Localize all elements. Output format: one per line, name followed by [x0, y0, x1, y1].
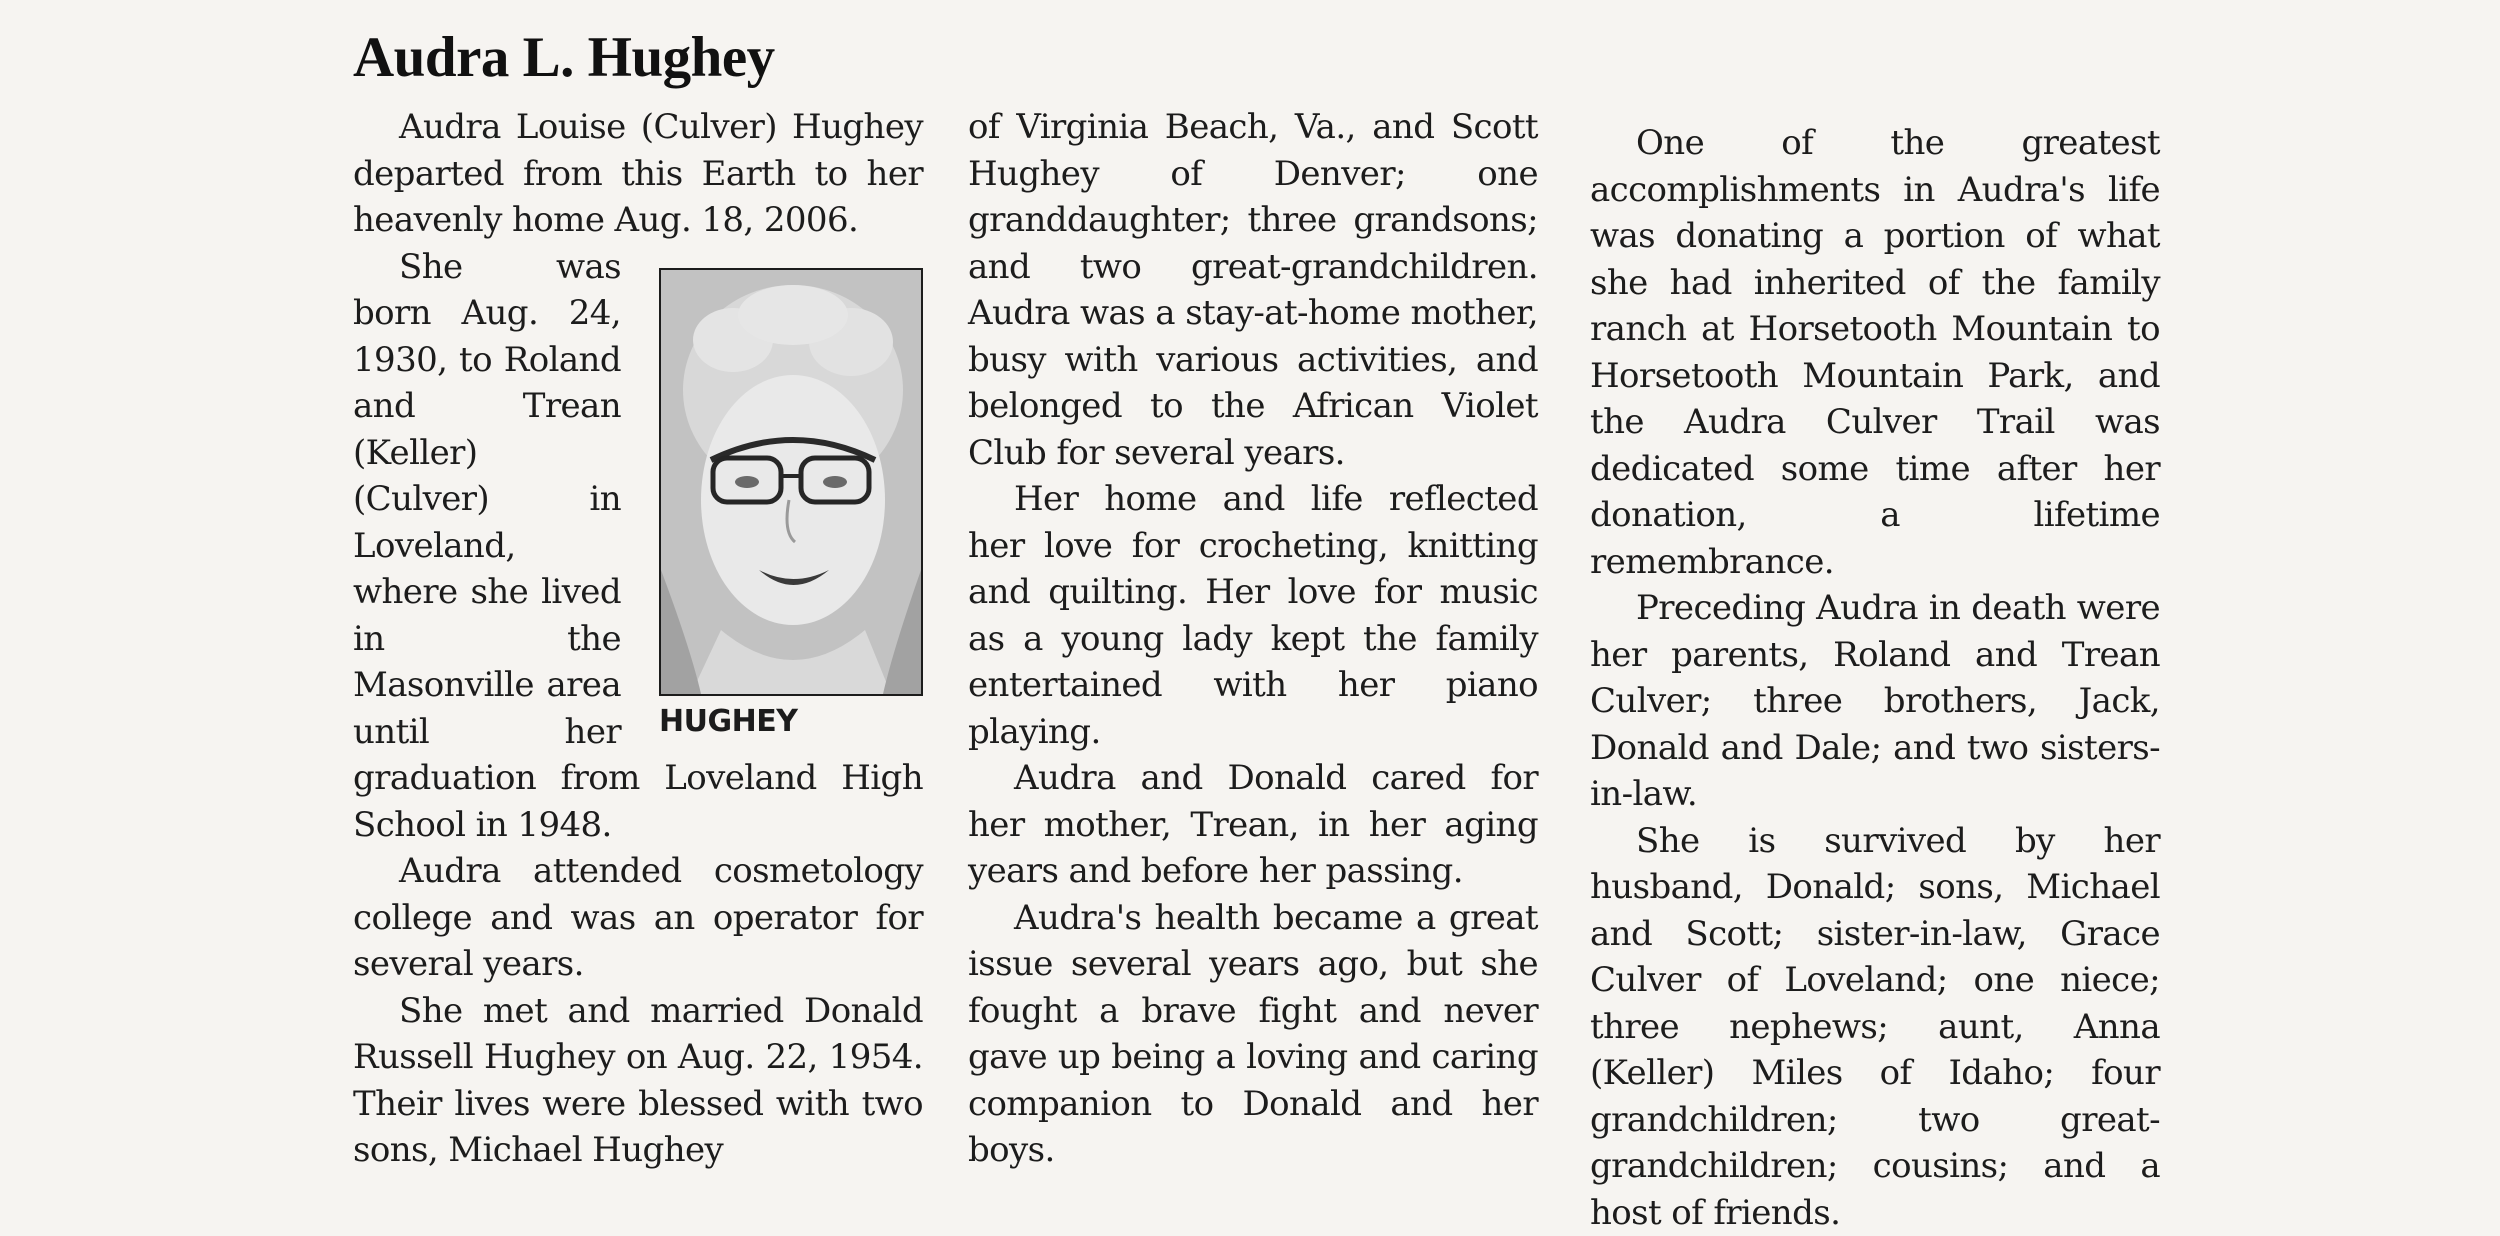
paragraph-caregiving: Audra and Donald cared for her mother, Trean, in her aging years and before her passing. — [968, 755, 1538, 895]
paragraph-birth: She was born Aug. 24, 1930, to Roland and Trean (Keller) (Culver) in Loveland, where she lived in the Masonville area until her graduation from Loveland High School in 1948. — [353, 244, 923, 849]
paragraph-death-notice: Audra Louise (Culver) Hughey departed from this Earth to her heavenly home Aug. 18, 2006. — [353, 104, 923, 244]
portrait-image — [661, 270, 921, 694]
portrait-photo — [659, 268, 923, 696]
paragraph-survivors: She is survived by her husband, Donald; sons, Michael and Scott; sister-in-law, Grace Culver of Loveland; one niece; three nephews; aunt, Anna (Keller) Miles of Idaho; four grandchildren; two great-grandchildren; cousins; and a host of friends. — [1590, 818, 2160, 1236]
text-column-1 — [353, 104, 923, 1174]
paragraph-marriage: She met and married Donald Russell Hughey on Aug. 22, 1954. Their lives were blessed with two sons, Michael Hughey — [353, 988, 923, 1174]
text-column-3 — [1590, 120, 2160, 1236]
paragraph-health: Audra's health became a great issue several years ago, but she fought a brave fight and never gave up being a loving and caring companion to Donald and her boys. — [968, 895, 1538, 1174]
photo-caption: HUGHEY — [659, 702, 923, 742]
paragraph-hobbies: Her home and life reflected her love for crocheting, knitting and quilting. Her love for music as a young lady kept the family entertained with her piano playing. — [968, 476, 1538, 755]
paragraph-career: Audra attended cosmetology college and was an operator for several years. — [353, 848, 923, 988]
paragraph-accomplishments: One of the greatest accomplishments in Audra's life was donating a portion of what she had inherited of the family ranch at Horsetooth Mountain to Horsetooth Mountain Park, and the Audra Culver Trail was dedicated some time after her donation, a lifetime remembrance. — [1590, 120, 2160, 585]
paragraph-family-continued: of Virginia Beach, Va., and Scott Hughey of Denver; one granddaughter; three grandsons; and two great-grandchildren. Audra was a stay-at-home mother, busy with various activities, and belonged to the African Violet Club for several years. — [968, 104, 1538, 476]
text-column-2 — [968, 104, 1538, 1174]
paragraph-preceded-in-death: Preceding Audra in death were her parents, Roland and Trean Culver; three brothers, Jack, Donald and Dale; and two sisters-in-law. — [1590, 585, 2160, 818]
obituary-title: Audra L. Hughey — [353, 22, 775, 94]
portrait-figure — [659, 268, 923, 742]
